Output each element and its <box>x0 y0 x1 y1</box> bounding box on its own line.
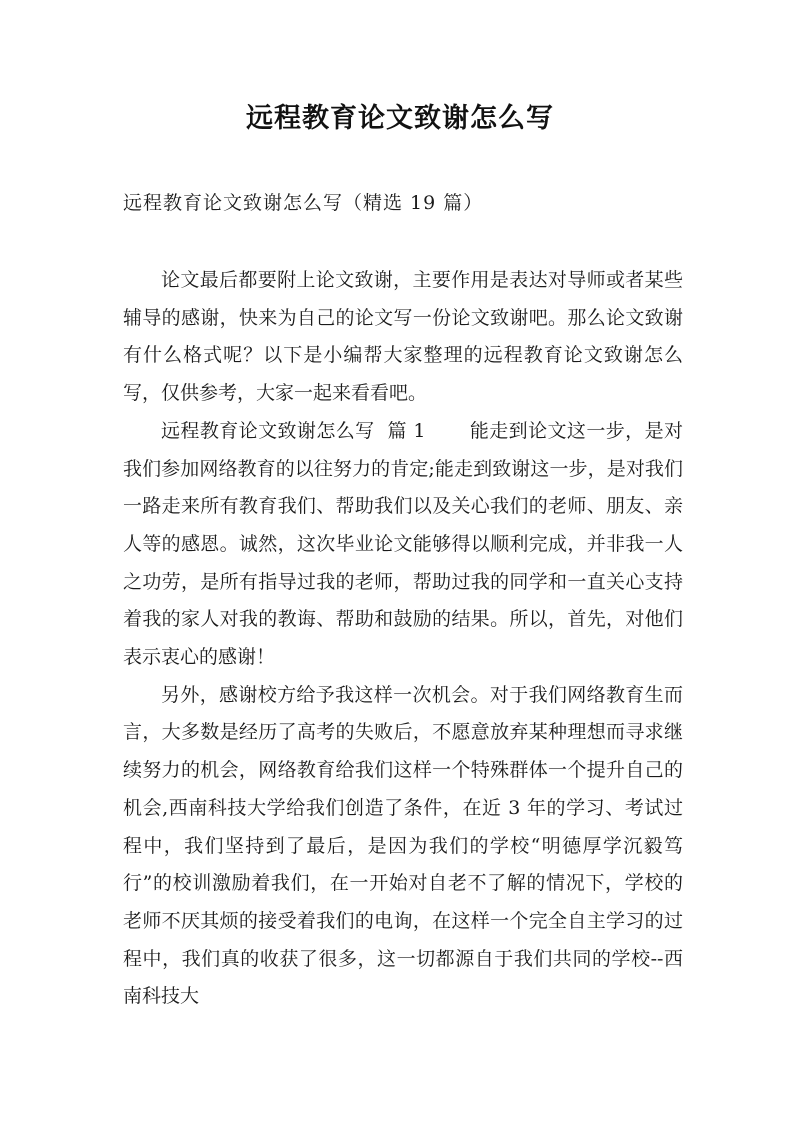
document-body <box>123 262 683 1016</box>
intro-paragraph: 论文最后都要附上论文致谢，主要作用是表达对导师或者某些辅导的感谢，快来为自己的论文写一份论文致谢吧。那么论文致谢有什么格式呢？以下是小编帮大家整理的远程教育论文致谢怎么写，仅供参考，大家一起来看看吧。 <box>123 269 683 405</box>
section-1-heading: 远程教育论文致谢怎么写 篇 1 <box>161 419 426 442</box>
document-subtitle: 远程教育论文致谢怎么写（精选 19 篇） <box>123 192 484 214</box>
section-1-body: 能走到论文这一步，是对我们参加网络教育的以往努力的肯定;能走到致谢这一步，是对我们一路走来所有教育我们、帮助我们以及关心我们的老师、朋友、亲人等的感恩。诚然，这次毕业论文能够得以顺利完成，并非我一人之功劳，是所有指导过我的老师，帮助过我的同学和一直关心支持着我的家人对我的教诲、帮助和鼓励的结果。所以，首先，对他们表示衷心的感谢！ <box>123 419 683 669</box>
paragraph-3: 另外，感谢校方给予我这样一次机会。对于我们网络教育生而言，大多数是经历了高考的失败后，不愿意放弃某种理想而寻求继续努力的机会，网络教育给我们这样一个特殊群体一个提升自己的机会,西南科技大学给我们创造了条件，在近 3 年的学习、考试过程中，我们坚持到了最后，是因为我们的学校“明德厚学沉毅笃行”的校训激励着我们，在一开始对自老不了解的情况下，学校的老师不厌其烦的接受着我们的电询，在这样一个完全自主学习的过程中，我们真的收获了很多，这一切都源自于我们共同的学校--西南科技大 <box>123 683 683 1008</box>
document-title: 远程教育论文致谢怎么写 <box>246 103 554 134</box>
section-1-paragraph <box>123 413 683 677</box>
